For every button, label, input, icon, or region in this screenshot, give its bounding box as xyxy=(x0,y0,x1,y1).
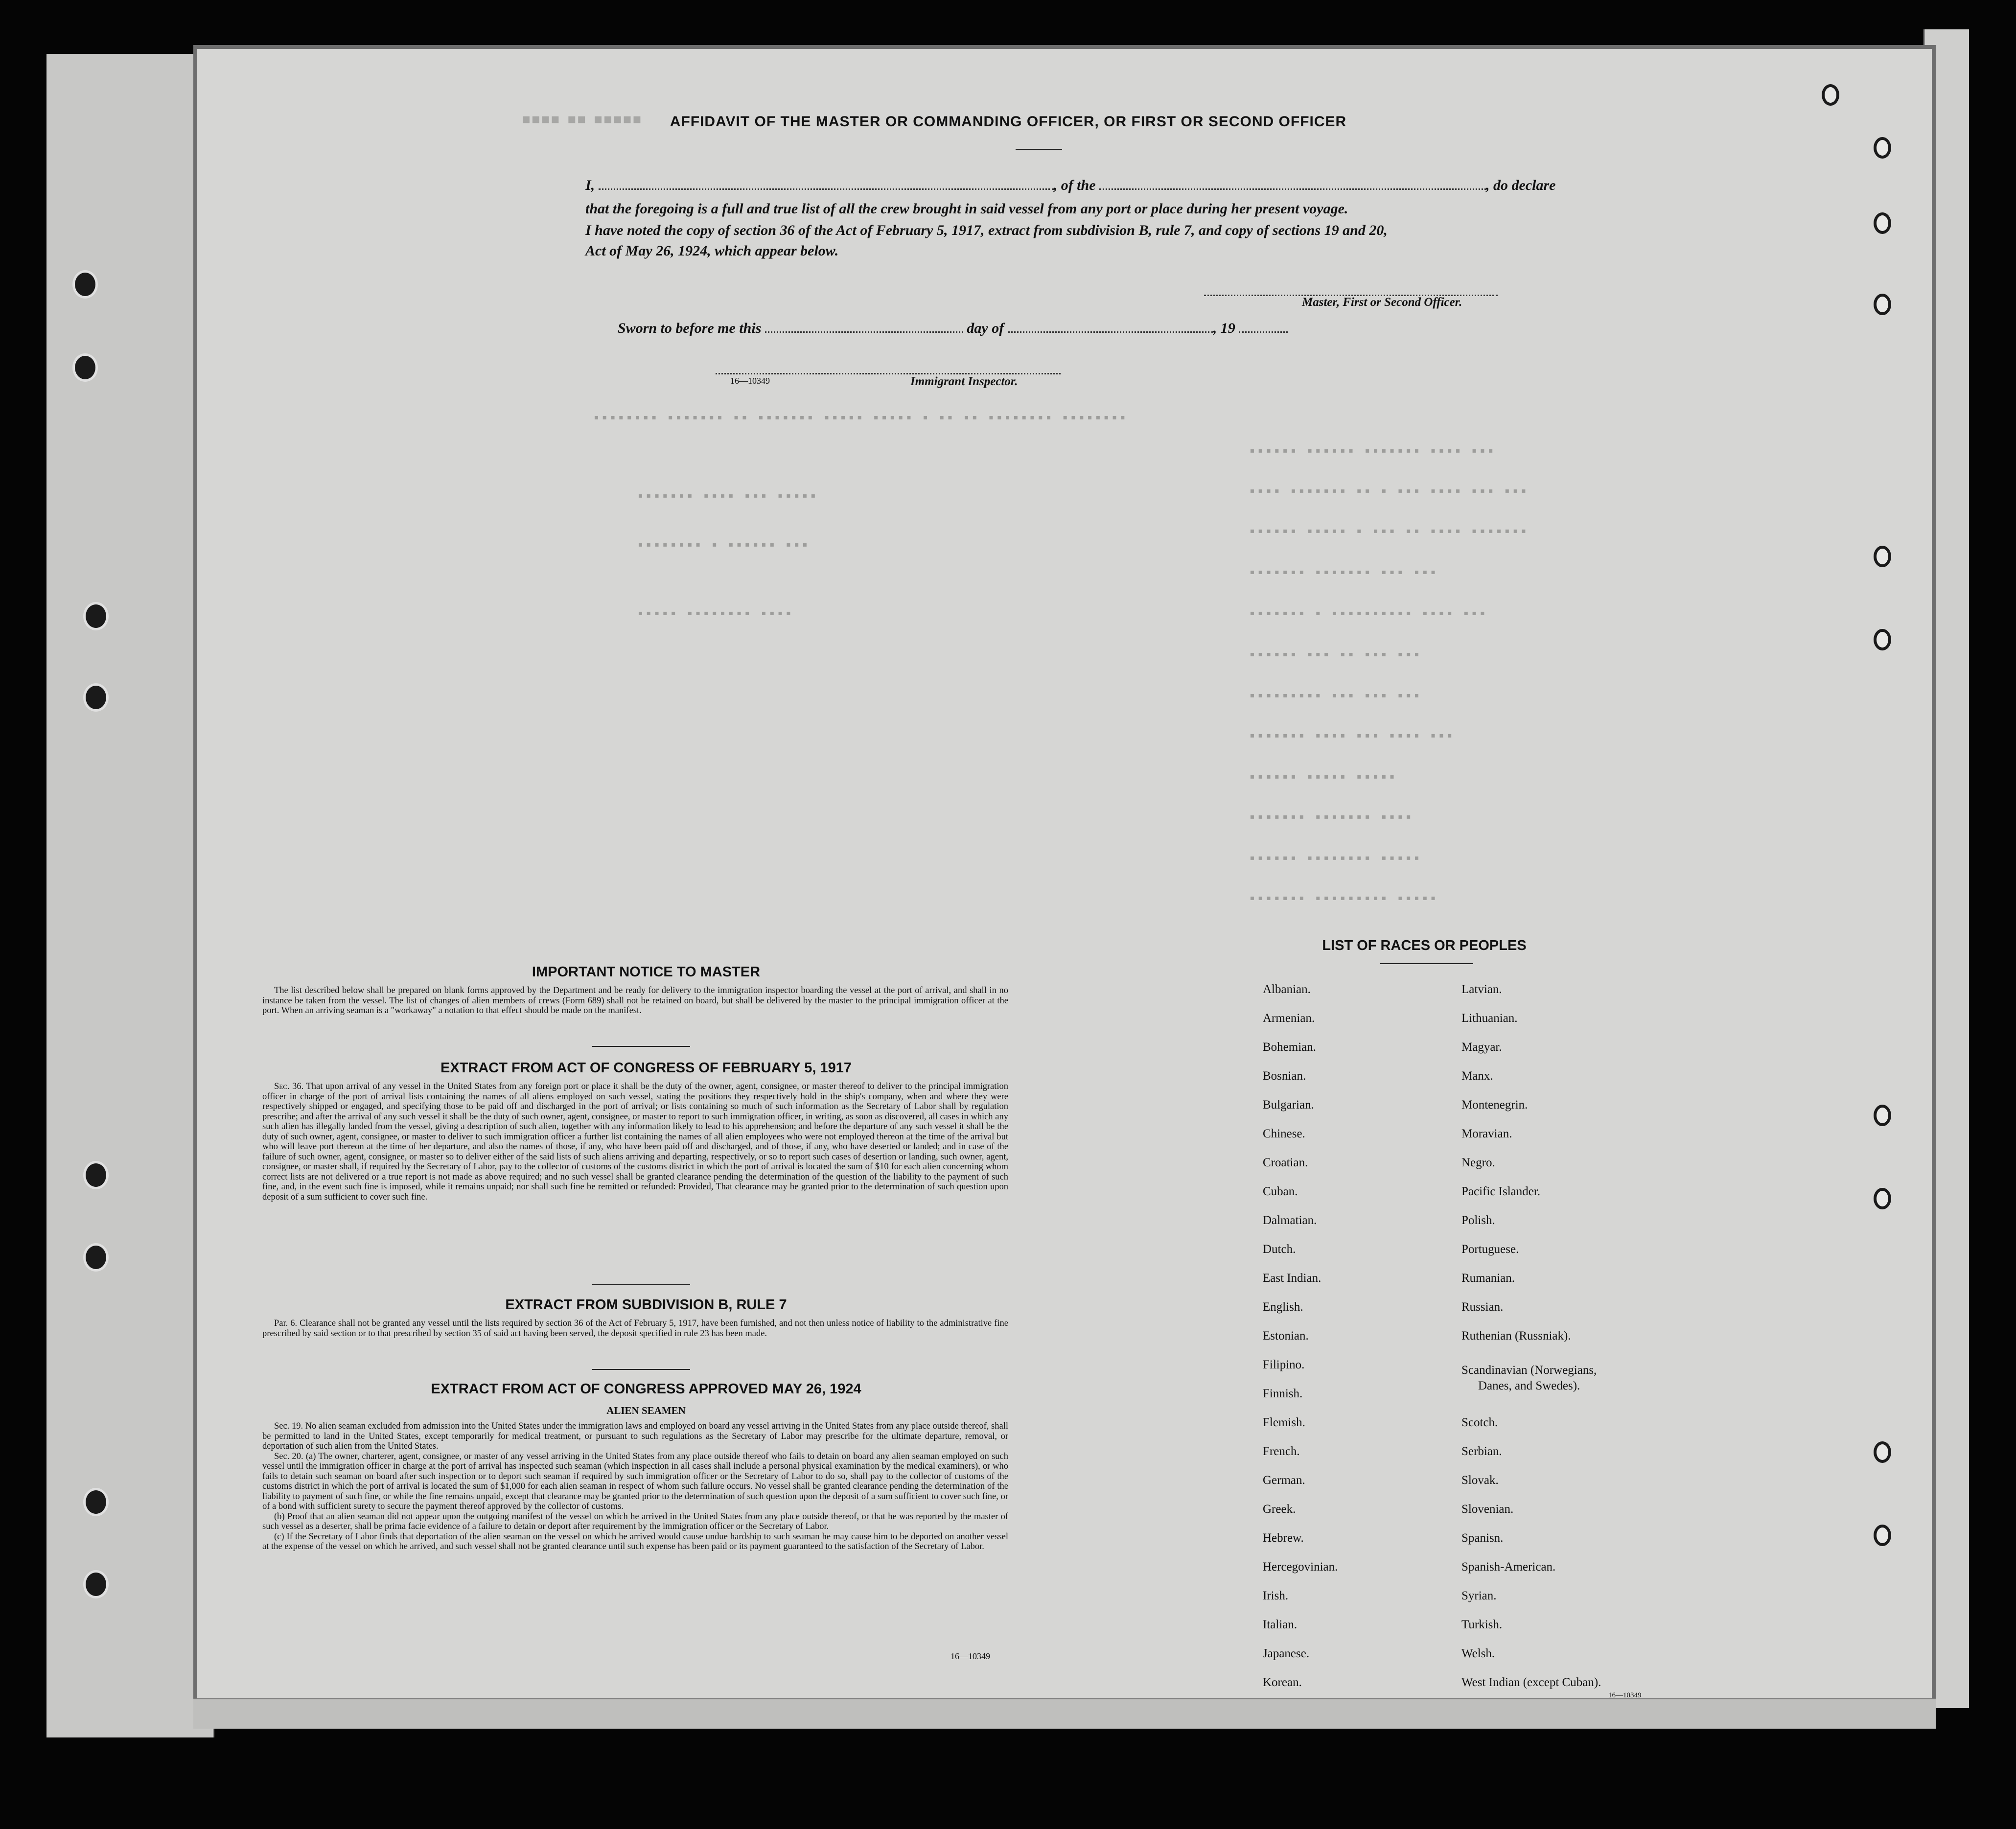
race-item: Magyar. xyxy=(1461,1041,1502,1054)
race-item: West Indian (except Cuban). xyxy=(1461,1676,1601,1689)
race-item: Moravian. xyxy=(1461,1127,1512,1140)
race-item: Syrian. xyxy=(1461,1589,1497,1602)
sec-19-text: Sec. 19. No alien seaman excluded from admission into the United States under the immigration laws and employed on board any vessel arriving in the United States from any place outside thereof, shall be permitted to land in the United States, except temporarily for medical treatment, or pursuant to such regulations as the Secretary of Labor may prescribe for the ultimate departure, removal, or deportation of such alien from the United States. xyxy=(262,1421,1008,1451)
notice-text xyxy=(262,986,1008,1030)
of-the-label: , of the xyxy=(1053,177,1096,193)
binding-hole-icon xyxy=(83,683,109,712)
race-item: Croatian. xyxy=(1263,1156,1308,1169)
race-item: German. xyxy=(1263,1474,1305,1487)
binding-hole-icon xyxy=(83,1570,109,1598)
race-item: Korean. xyxy=(1263,1676,1302,1689)
section-rule xyxy=(592,1046,690,1047)
races-rule xyxy=(1380,963,1473,964)
binder-ring-icon xyxy=(1874,212,1891,234)
binder-ring-icon xyxy=(1874,1188,1891,1209)
race-item: Flemish. xyxy=(1263,1416,1305,1429)
race-item: Spanish-American. xyxy=(1461,1560,1556,1574)
bleed-through-row: ▪▪▪▪▪▪ ▪▪▪▪▪▪▪▪ ▪▪▪▪▪ xyxy=(1248,852,1421,867)
par-6-text: Par. 6. Clearance shall not be granted any vessel until the lists required by section 36 of the Act of February 5, 1917, have been furnished, and not then unless notice of liability to the administrative fine prescribed by said section or to that prescribed by section 35 of said act having been served, the deposit specified in rule 23 has been made. xyxy=(262,1319,1008,1339)
binding-hole-icon xyxy=(72,353,98,382)
race-item: Pacific Islander. xyxy=(1461,1185,1541,1198)
extract-1917-text xyxy=(262,1082,1008,1271)
race-item: Armenian. xyxy=(1263,1012,1315,1025)
race-item: Welsh. xyxy=(1461,1647,1495,1660)
sworn-month-blank xyxy=(1008,331,1213,333)
extract-form-number: 16—10349 xyxy=(950,1651,990,1661)
race-item: Filipino. xyxy=(1263,1358,1305,1371)
do-declare-label: , do declare xyxy=(1486,177,1556,193)
race-item: Turkish. xyxy=(1461,1618,1503,1631)
affidavit-line-2: that the foregoing is a full and true list of all the crew brought in said vessel from any port or place during her present voyage. xyxy=(585,201,1348,217)
binder-ring-icon xyxy=(1874,294,1891,315)
subdivision-text xyxy=(262,1319,1008,1350)
race-item: Danes, and Swedes). xyxy=(1478,1379,1580,1392)
race-item: Rumanian. xyxy=(1461,1272,1515,1285)
binder-ring-icon xyxy=(1874,1525,1891,1546)
race-item: Bohemian. xyxy=(1263,1041,1317,1054)
race-item: Finnish. xyxy=(1263,1387,1303,1400)
race-item: Japanese. xyxy=(1263,1647,1310,1660)
bottom-page-edge xyxy=(193,1698,1936,1729)
section-rule xyxy=(592,1369,690,1370)
bleed-through-row: ▪▪▪▪▪▪▪ ▪▪▪▪ ▪▪▪ ▪▪▪▪ ▪▪▪ xyxy=(1248,729,1454,744)
bleed-through-row: ▪▪▪▪ ▪▪▪▪▪▪▪ ▪▪ ▪ ▪▪▪ ▪▪▪▪ ▪▪▪ ▪▪▪ xyxy=(1248,485,1528,500)
race-item: Bulgarian. xyxy=(1263,1098,1314,1111)
subdivision-title: EXTRACT FROM SUBDIVISION B, RULE 7 xyxy=(505,1297,787,1313)
bleed-through-row: ▪▪▪▪▪▪▪ ▪▪▪▪▪▪▪▪▪ ▪▪▪▪▪ xyxy=(1248,892,1437,907)
bleed-through-row: ▪▪▪▪▪▪ ▪▪▪▪▪ ▪▪▪▪▪ xyxy=(1248,770,1396,786)
races-title: LIST OF RACES OR PEOPLES xyxy=(1322,938,1527,953)
binder-ring-icon xyxy=(1874,1441,1891,1463)
race-item: Italian. xyxy=(1263,1618,1298,1631)
sworn-line xyxy=(618,320,1288,337)
race-item: Chinese. xyxy=(1263,1127,1305,1140)
bleed-through-row: ▪▪▪▪▪▪▪▪▪ ▪▪▪ ▪▪▪ ▪▪▪ xyxy=(1248,689,1421,704)
notice-title: IMPORTANT NOTICE TO MASTER xyxy=(532,964,761,980)
binder-ring-icon xyxy=(1874,629,1891,650)
affidavit-line-4: Act of May 26, 1924, which appear below. xyxy=(585,243,839,259)
alien-seamen-subtitle: ALIEN SEAMEN xyxy=(606,1405,686,1416)
bleed-through-row: ▪▪▪▪▪▪ ▪▪▪ ▪▪ ▪▪▪ ▪▪▪ xyxy=(1248,648,1421,663)
race-item: Spanisn. xyxy=(1461,1531,1504,1545)
inspector-label: Immigrant Inspector. xyxy=(910,375,1018,388)
race-item: Latvian. xyxy=(1461,983,1502,996)
race-item: Hebrew. xyxy=(1263,1531,1304,1545)
race-item: Lithuanian. xyxy=(1461,1012,1518,1025)
sec-20a-text: Sec. 20. (a) The owner, charterer, agent, consignee, or master of any vessel arriving in the United States from any place outside thereof who fails to detain on board any alien seaman employed on such vessel until the immigration officer in charge at the port of arrival has inspected such seaman (which inspection in all cases shall include a personal physical examination by the medical examiners), or who fails to detain such seaman on board after such inspection or to deport such seaman if required by such immigration officer or the Secretary of Labor to do so, shall pay to the collector of customs of the customs district in which the port of arrival is located the sum of $1,000 for each alien seaman in respect of whom such failure occurs. No vessel shall be granted clearance pending the determination of the liability to payment of such fine, or while the fine remains unpaid, except that clearance may be granted prior to the determination of such question upon the deposit of a sum sufficient to cover such fine, or of a bond with sufficient surety to secure the payment thereof approved by the collector of customs. xyxy=(262,1451,1008,1511)
i-label: I, xyxy=(585,177,595,193)
year-label: , 19 xyxy=(1213,320,1235,336)
sec-36-text: That upon arrival of any vessel in the United States from any foreign port or place it shall be the duty of the owner, agent, consignee, or master thereof to deliver to the principal immigration officer in charge of the port of arrival lists containing the names of all aliens employed on such vessel, stating the positions they respectively hold in the ship's company, when and where they were respectively shipped or engaged, and specifying those to be paid off and discharged in the port of arrival; or lists containing so much of such information as the Secretary of Labor shall by regulation prescribe; and after the arrival of any such vessel it shall be the duty of such owner, agent, consignee, or master to report to such immigration officer, in writing, as soon as discovered, all cases in which any such alien has illegally landed from the vessel, giving a description of such alien, together with any information likely to lead to his apprehension; and before the departure of any such vessel it shall be the duty of such owner, agent, consignee, or master to deliver to such immigration officer a further list containing the names of all alien employees who were not employed thereon at the time of the arrival but who will leave port thereon at the time of her departure, and also the names of those, if any, who have been paid off and discharged, and of those, if any, who have deserted or landed; and in case of the failure of such owner, agent, consignee, or master so to deliver either of the said lists of such aliens arriving and departing, respectively, or so to report such cases of desertion or landing, such owner, agent, consignee, or master shall, if required by the Secretary of Labor, pay to the collector of customs of the customs district in which the port of arrival is located the sum of $10 for each alien concerning whom correct lists are not delivered or a true report is not made as above required; and no such vessel shall be granted clearance pending the determination of the question of the liability to the payment of such fine, and, in the event such fine is imposed, while it remains unpaid; nor shall such fine be remitted or refunded: Provided, That clearance may be granted prior to the determination of such question upon deposit of a sum sufficient to cover such fine. xyxy=(262,1082,1008,1202)
race-item: Estonian. xyxy=(1263,1329,1309,1343)
inspector-signature-blank xyxy=(716,373,1061,374)
affidavit-line-3: I have noted the copy of section 36 of the Act of February 5, 1917, extract from subdivision B, rule 7, and copy of sections 19 and 20, xyxy=(585,222,1388,238)
sec-20b-text: (b) Proof that an alien seaman did not appear upon the outgoing manifest of the vessel on which he arrived in the United States from any place outside thereof, or that he was reported by the master of such vessel as a deserter, shall be prima facie evidence of a failure to detain or deport after requirement by the immigration officer or the Secretary of Labor. xyxy=(262,1511,1008,1531)
binding-hole-icon xyxy=(83,1161,109,1189)
bleed-through-row: ▪▪▪▪▪▪▪ ▪▪▪▪▪▪▪ ▪▪▪▪ xyxy=(1248,810,1413,826)
left-page-edge xyxy=(46,54,214,1737)
race-item: Bosnian. xyxy=(1263,1069,1306,1083)
race-item: Irish. xyxy=(1263,1589,1289,1602)
bleed-through-row: ▪▪▪▪▪▪▪ ▪▪▪▪▪▪▪ ▪▪▪ ▪▪▪ xyxy=(1248,566,1437,581)
race-item: Dutch. xyxy=(1263,1243,1296,1256)
race-item: Hercegovinian. xyxy=(1263,1560,1338,1574)
race-item: Negro. xyxy=(1461,1156,1495,1169)
bleed-through-heading: ▪▪▪▪ ▪▪ ▪▪▪▪▪ xyxy=(521,104,642,135)
vessel-blank xyxy=(1099,188,1486,190)
race-item: English. xyxy=(1263,1300,1303,1314)
binding-hole-icon xyxy=(83,1488,109,1516)
sec-36-label: Sec. 36. xyxy=(274,1082,304,1091)
binding-hole-icon xyxy=(83,602,109,630)
notice-paragraph: The list described below shall be prepared on blank forms approved by the Department and be ready for delivery to the immigration inspector boarding the vessel at the port of arrival, and shall in no instance be taken from the vessel. The list of changes of alien members of crews (Form 689) shall not be retained on board, but shall be delivered by the master to the principal immigration officer at the port. When an arriving seaman is a "workaway" a notation to that effect should be made on the manifest. xyxy=(262,986,1008,1016)
title-rule xyxy=(1016,149,1062,150)
bleed-through-row: ▪▪▪▪▪▪▪ ▪▪▪▪ ▪▪▪ ▪▪▪▪▪ xyxy=(636,489,817,505)
race-item: Polish. xyxy=(1461,1214,1495,1227)
race-item: Dalmatian. xyxy=(1263,1214,1317,1227)
bleed-through-row: ▪▪▪▪▪▪▪ ▪ ▪▪▪▪▪▪▪▪▪▪ ▪▪▪▪ ▪▪▪ xyxy=(1248,607,1487,622)
binder-ring-icon xyxy=(1874,1105,1891,1126)
race-item: Portuguese. xyxy=(1461,1243,1519,1256)
section-rule xyxy=(592,1284,690,1285)
extract-1924-text xyxy=(262,1421,1008,1651)
race-item: Albanian. xyxy=(1263,983,1311,996)
binding-hole-icon xyxy=(72,270,98,299)
year-blank xyxy=(1239,331,1288,333)
race-item: Manx. xyxy=(1461,1069,1493,1083)
race-item: Ruthenian (Russniak). xyxy=(1461,1329,1571,1343)
race-item: Russian. xyxy=(1461,1300,1504,1314)
binder-ring-icon xyxy=(1822,84,1839,106)
race-item: East Indian. xyxy=(1263,1272,1321,1285)
race-item: French. xyxy=(1263,1445,1300,1458)
race-item: Cuban. xyxy=(1263,1185,1298,1198)
extract-1917-title: EXTRACT FROM ACT OF CONGRESS OF FEBRUARY 5, 1917 xyxy=(440,1060,852,1076)
bleed-through-row: ▪▪▪▪▪▪▪▪ ▪ ▪▪▪▪▪▪ ▪▪▪ xyxy=(636,538,809,554)
race-item: Montenegrin. xyxy=(1461,1098,1528,1111)
races-form-number: 16—10349 xyxy=(1608,1691,1642,1699)
race-item: Greek. xyxy=(1263,1503,1296,1516)
race-item: Slovak. xyxy=(1461,1474,1499,1487)
sec-20c-text: (c) If the Secretary of Labor finds that deportation of the alien seaman on the vessel on which he arrived would cause undue hardship to such seaman he may cause him to be deported on another vessel at the expense of the vessel on which he arrived, and such vessel shall not be granted clearance until such expense has been paid or its payment guaranteed to the satisfaction of the Secretary of Labor. xyxy=(262,1531,1008,1551)
binder-ring-icon xyxy=(1874,546,1891,567)
bleed-through-row: ▪▪▪▪▪▪▪▪ ▪▪▪▪▪▪▪ ▪▪ ▪▪▪▪▪▪▪ ▪▪▪▪▪ ▪▪▪▪▪ ▪ ▪▪ ▪▪ ▪▪▪▪▪▪▪▪ ▪▪▪▪▪▪▪▪ xyxy=(592,411,1127,426)
extract-1924-title: EXTRACT FROM ACT OF CONGRESS APPROVED MAY 26, 1924 xyxy=(431,1381,861,1397)
bleed-through-row: ▪▪▪▪▪ ▪▪▪▪▪▪▪▪ ▪▪▪▪ xyxy=(636,607,793,622)
affidavit-title: AFFIDAVIT OF THE MASTER OR COMMANDING OFFICER, OR FIRST OR SECOND OFFICER xyxy=(670,114,1347,130)
binding-hole-icon xyxy=(83,1243,109,1272)
race-item: Slovenian. xyxy=(1461,1503,1514,1516)
sworn-label: Sworn to before me this xyxy=(618,320,762,336)
form-number: 16—10349 xyxy=(730,376,770,386)
master-label: Master, First or Second Officer. xyxy=(1302,296,1462,309)
race-item: Scotch. xyxy=(1461,1416,1498,1429)
day-of-label: day of xyxy=(967,320,1004,336)
affidavit-declaration-line xyxy=(585,177,1555,194)
name-blank xyxy=(599,188,1054,190)
race-item: Serbian. xyxy=(1461,1445,1502,1458)
sworn-day-blank xyxy=(765,331,963,333)
binder-ring-icon xyxy=(1874,137,1891,159)
bleed-through-row: ▪▪▪▪▪▪ ▪▪▪▪▪ ▪ ▪▪▪ ▪▪ ▪▪▪▪ ▪▪▪▪▪▪▪ xyxy=(1248,525,1528,540)
bleed-through-row: ▪▪▪▪▪▪ ▪▪▪▪▪▪ ▪▪▪▪▪▪▪ ▪▪▪▪ ▪▪▪ xyxy=(1248,444,1495,460)
race-item: Scandinavian (Norwegians, xyxy=(1461,1364,1597,1377)
